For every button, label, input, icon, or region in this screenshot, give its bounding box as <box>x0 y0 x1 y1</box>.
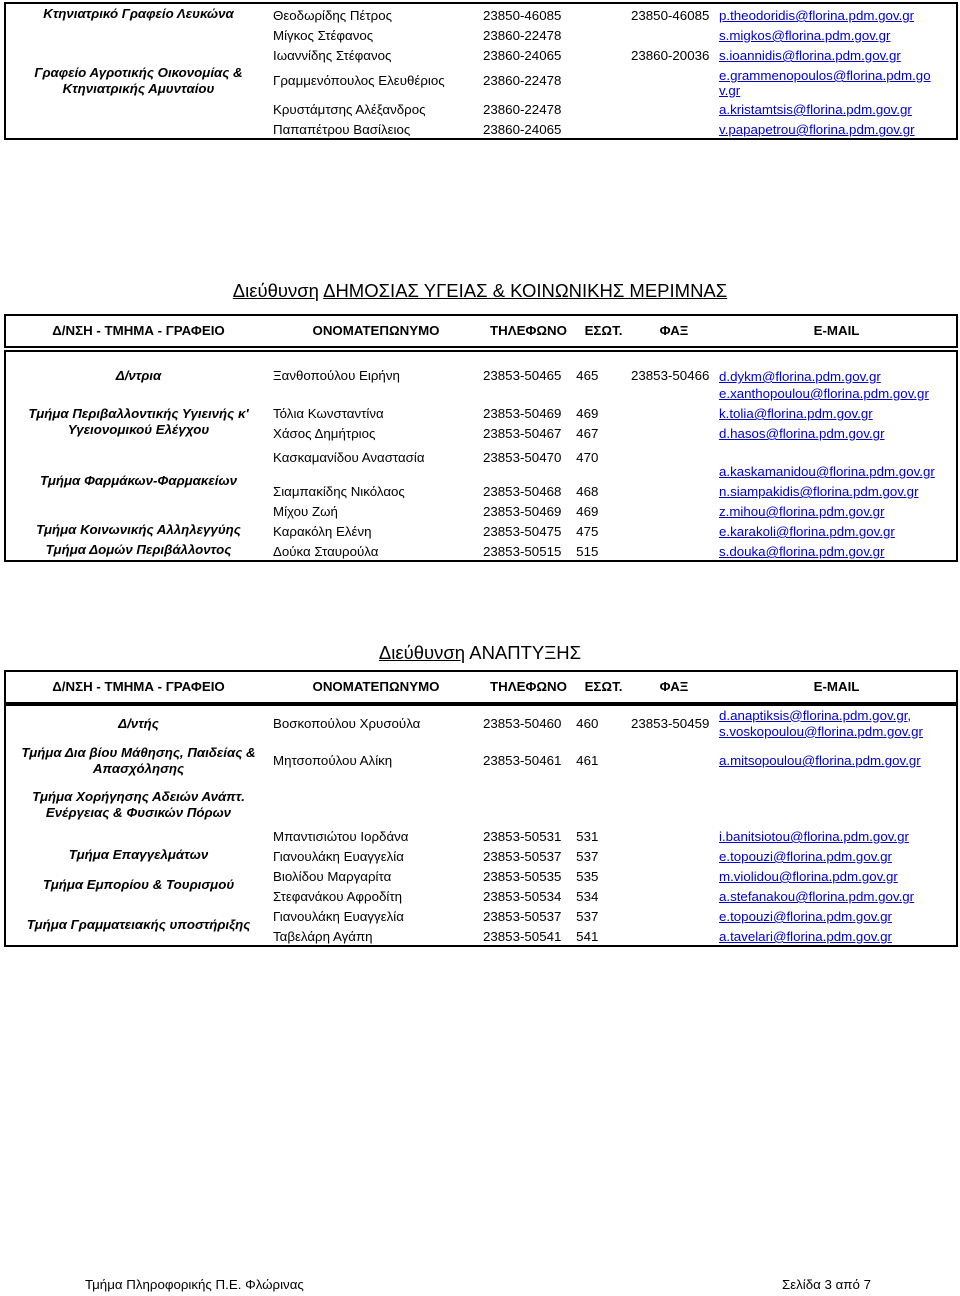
contact-fax <box>629 520 717 540</box>
col-header-fax: ΦΑΞ <box>659 679 689 694</box>
col-header-email: E-MAIL <box>813 323 860 338</box>
dept-kteniatriko-lefkona: Κτηνιατρικό Γραφείο Λευκώνα <box>43 6 234 21</box>
contact-name: Μητσοπούλου Αλίκη <box>273 753 393 768</box>
contact-phone <box>481 422 629 442</box>
contact-fax: 23850-46085 <box>631 8 710 23</box>
contact-email-link[interactable]: m.violidou@florina.pdm.gov.gr <box>719 869 898 884</box>
contact-name: Γιανουλάκη Ευαγγελία <box>273 849 404 864</box>
dept-lifelong-learning: Τμήμα Δια βίου Μάθησης, Παιδείας & Απασχόλησης <box>21 745 256 776</box>
contact-email-link[interactable]: s.douka@florina.pdm.gov.gr <box>719 544 885 559</box>
contact-phone <box>481 351 629 402</box>
contact-name: Γιανουλάκη Ευαγγελία <box>273 909 404 924</box>
email-line-1: e.grammenopoulos@florina.pdm.go <box>719 68 931 83</box>
phone-ext: 515 <box>576 544 599 559</box>
phone-ext: 469 <box>576 504 599 519</box>
contact-phone <box>481 442 629 480</box>
contact-fax <box>629 64 717 98</box>
email-line-1: d.anaptiksis@florina.pdm.gov.gr, <box>719 707 912 723</box>
phone-ext: 531 <box>576 829 599 844</box>
contact-name: Γραμμενόπουλος Ελευθέριος <box>273 73 445 88</box>
contact-fax <box>629 845 717 865</box>
email-line-1: d.dykm@florina.pdm.gov.gr <box>719 369 881 384</box>
contact-email-link[interactable]: i.banitsiotou@florina.pdm.gov.gr <box>719 829 909 844</box>
contact-name: Κρυστάμτσης Αλέξανδρος <box>273 102 426 117</box>
phone-ext: 461 <box>576 753 599 768</box>
col-header-phone: ΤΗΛΕΦΩΝΟ <box>490 679 567 694</box>
col-header-ext: ΕΣΩΤ. <box>584 679 623 694</box>
contact-phone: 23850-46085 <box>483 8 562 23</box>
phone-number: 23853-50470 <box>483 450 562 465</box>
contact-phone <box>481 885 629 905</box>
health-table <box>4 350 958 562</box>
footer-page-number: Σελίδα 3 από 7 <box>782 1277 871 1292</box>
contact-email-link[interactable]: e.topouzi@florina.pdm.gov.gr <box>719 909 892 924</box>
contact-phone <box>481 705 629 741</box>
phone-number: 23853-50537 <box>483 909 562 924</box>
phone-number: 23853-50531 <box>483 829 562 844</box>
col-header-name: ΟΝΟΜΑΤΕΠΩΝΥΜΟ <box>312 323 440 338</box>
phone-ext: 467 <box>576 426 599 441</box>
contact-fax <box>629 24 717 44</box>
contact-email-link[interactable]: a.kaskamanidou@florina.pdm.gov.gr <box>719 464 935 479</box>
phone-number: 23853-50535 <box>483 869 562 884</box>
phone-number: 23853-50468 <box>483 484 562 499</box>
contact-fax <box>629 402 717 422</box>
title-rest: ΑΝΑΠΤΥΞΗΣ <box>469 642 582 663</box>
phone-number: 23853-50465 <box>483 368 562 383</box>
contact-email-link[interactable]: e.topouzi@florina.pdm.gov.gr <box>719 849 892 864</box>
phone-number: 23853-50534 <box>483 889 562 904</box>
contact-email-link[interactable]: a.mitsopoulou@florina.pdm.gov.gr <box>719 753 921 768</box>
phone-ext: 465 <box>576 368 599 383</box>
phone-number: 23853-50475 <box>483 524 562 539</box>
phone-number: 23853-50541 <box>483 929 562 944</box>
footer-department: Τμήμα Πληροφορικής Π.Ε. Φλώρινας <box>85 1277 304 1292</box>
contact-fax <box>629 422 717 442</box>
title-rest: ΔΗΜΟΣΙΑΣ ΥΓΕΙΑΣ & ΚΟΙΝΩΝΙΚΗΣ ΜΕΡΙΜΝΑΣ <box>323 280 728 301</box>
email-line-2: s.voskopoulou@florina.pdm.gov.gr <box>719 723 923 739</box>
contact-phone <box>481 480 629 500</box>
contact-fax <box>629 540 717 561</box>
contact-email-link[interactable]: s.migkos@florina.pdm.gov.gr <box>719 28 891 43</box>
contact-email-link[interactable]: p.theodoridis@florina.pdm.gov.gr <box>719 8 915 23</box>
contact-name: Κασκαμανίδου Αναστασία <box>273 450 425 465</box>
contact-phone: 23860-22478 <box>483 102 562 117</box>
dept-agrotikis-amyntaiou: Γραφείο Αγροτικής Οικονομίας & Κτηνιατρικής Αμυνταίου <box>34 65 243 96</box>
dev-header-row <box>4 670 958 704</box>
phone-number: 23853-50515 <box>483 544 562 559</box>
contact-name: Ξανθοπούλου Ειρήνη <box>273 368 400 383</box>
contact-fax <box>629 98 717 118</box>
email-line-2: e.xanthopoulou@florina.pdm.gov.gr <box>719 386 929 401</box>
phone-number: 23853-50460 <box>483 715 562 731</box>
section-title-health <box>0 280 960 302</box>
contact-fax <box>629 480 717 500</box>
contact-email-link[interactable]: k.tolia@florina.pdm.gov.gr <box>719 406 873 421</box>
dept-social-solidarity: Τμήμα Κοινωνικής Αλληλεγγύης <box>36 522 241 537</box>
phone-ext: 475 <box>576 524 599 539</box>
contact-name: Παπαπέτρου Βασίλειος <box>273 122 411 137</box>
title-prefix: Διεύθυνση <box>378 642 466 663</box>
phone-ext: 460 <box>576 715 599 731</box>
contact-email-link[interactable] <box>717 705 957 741</box>
contact-fax <box>629 925 717 946</box>
contact-name: Μίχου Ζωή <box>273 504 338 519</box>
contact-name: Μπαντισιώτου Ιορδάνα <box>273 829 409 844</box>
contact-fax: 23853-50466 <box>631 368 710 383</box>
phone-ext: 469 <box>576 406 599 421</box>
contact-fax: 23853-50459 <box>631 715 710 731</box>
contact-phone <box>481 905 629 925</box>
phone-number: 23853-50537 <box>483 849 562 864</box>
contact-email-link[interactable]: a.stefanakou@florina.pdm.gov.gr <box>719 889 915 904</box>
phone-ext: 537 <box>576 849 599 864</box>
top-table <box>4 2 958 140</box>
contact-phone <box>481 500 629 520</box>
contact-phone: 23860-24065 <box>483 48 562 63</box>
phone-ext: 470 <box>576 450 599 465</box>
health-header-row <box>4 314 958 348</box>
col-header-email: E-MAIL <box>813 679 860 694</box>
contact-fax <box>629 905 717 925</box>
contact-phone <box>481 865 629 885</box>
dept-env-structures: Τμήμα Δομών Περιβάλλοντος <box>45 542 232 557</box>
contact-email-link[interactable]: e.karakoli@florina.pdm.gov.gr <box>719 524 895 539</box>
col-header-phone: ΤΗΛΕΦΩΝΟ <box>490 323 567 338</box>
col-header-dept: Δ/ΝΣΗ - ΤΜΗΜΑ - ΓΡΑΦΕΙΟ <box>52 323 225 338</box>
contact-name: Σιαμπακίδης Νικόλαος <box>273 484 405 499</box>
contact-name: Θεοδωρίδης Πέτρος <box>273 8 393 23</box>
contact-name: Δούκα Σταυρούλα <box>273 544 379 559</box>
contact-phone <box>481 845 629 865</box>
contact-name: Βιολίδου Μαργαρίτα <box>273 869 392 884</box>
contact-fax <box>629 500 717 520</box>
contact-email-link[interactable]: d.hasos@florina.pdm.gov.gr <box>719 426 885 441</box>
contact-name: Ιωαννίδης Στέφανος <box>273 48 392 63</box>
contact-phone: 23860-24065 <box>483 122 562 137</box>
dept-director-f: Δ/ντρια <box>115 368 162 383</box>
contact-fax: 23860-20036 <box>631 48 710 63</box>
contact-email-link[interactable]: v.papapetrou@florina.pdm.gov.gr <box>719 122 915 137</box>
dept-professions: Τμήμα Επαγγελμάτων <box>68 847 209 862</box>
contact-fax <box>629 118 717 139</box>
contact-fax <box>629 781 717 845</box>
dept-trade-tourism: Τμήμα Εμπορίου & Τουρισμού <box>42 877 235 892</box>
contact-name: Καρακόλη Ελένη <box>273 524 372 539</box>
contact-fax <box>629 741 717 781</box>
contact-name: Μίγκος Στέφανος <box>273 28 374 43</box>
phone-number: 23853-50469 <box>483 504 562 519</box>
col-header-dept: Δ/ΝΣΗ - ΤΜΗΜΑ - ΓΡΑΦΕΙΟ <box>52 679 225 694</box>
dept-env-hygiene: Τμήμα Περιβαλλοντικής Υγιεινής κ' Υγειονομικού Ελέγχου <box>28 406 249 437</box>
phone-ext: 468 <box>576 484 599 499</box>
title-prefix: Διεύθυνση <box>232 280 319 301</box>
contact-fax <box>629 865 717 885</box>
contact-name: Στεφανάκου Αφροδίτη <box>273 889 402 904</box>
contact-phone <box>481 741 629 781</box>
phone-number: 23853-50467 <box>483 426 562 441</box>
contact-phone <box>481 520 629 540</box>
contact-email-link[interactable] <box>717 351 957 402</box>
contact-name: Τόλια Κωνσταντίνα <box>273 406 384 421</box>
contact-fax <box>629 442 717 480</box>
contact-email-link[interactable]: a.kristamtsis@florina.pdm.gov.gr <box>719 102 912 117</box>
contact-phone: 23860-22478 <box>483 73 562 88</box>
dept-pharmacies: Τμήμα Φαρμάκων-Φαρμακείων <box>40 473 237 488</box>
contact-phone <box>481 781 629 845</box>
phone-ext: 537 <box>576 909 599 924</box>
contact-name: Βοσκοπούλου Χρυσούλα <box>273 715 421 731</box>
contact-email-link[interactable]: s.ioannidis@florina.pdm.gov.gr <box>719 48 901 63</box>
phone-ext: 534 <box>576 889 599 904</box>
dev-table <box>4 704 958 947</box>
col-header-fax: ΦΑΞ <box>659 323 689 338</box>
email-line-2: v.gr <box>719 83 741 98</box>
contact-phone: 23860-22478 <box>483 28 562 43</box>
col-header-ext: ΕΣΩΤ. <box>584 323 623 338</box>
contact-phone <box>481 402 629 422</box>
phone-ext: 541 <box>576 929 599 944</box>
dept-energy-licensing: Τμήμα Χορήγησης Αδειών Ανάπτ. Ενέργειας & Φυσικών Πόρων <box>32 789 245 820</box>
contact-name: Χάσος Δημήτριος <box>273 426 376 441</box>
dept-secretarial-support: Τμήμα Γραμματειακής υποστήριξης <box>26 917 251 932</box>
col-header-name: ΟΝΟΜΑΤΕΠΩΝΥΜΟ <box>312 679 440 694</box>
contact-email-link[interactable]: z.mihou@florina.pdm.gov.gr <box>719 504 885 519</box>
phone-number: 23853-50461 <box>483 753 562 768</box>
contact-fax <box>629 885 717 905</box>
dept-director-m: Δ/ντής <box>118 715 159 731</box>
contact-email-link[interactable]: a.tavelari@florina.pdm.gov.gr <box>719 929 892 944</box>
phone-number: 23853-50469 <box>483 406 562 421</box>
contact-phone <box>481 925 629 946</box>
contact-email-link[interactable]: n.siampakidis@florina.pdm.gov.gr <box>719 484 919 499</box>
phone-ext: 535 <box>576 869 599 884</box>
contact-phone <box>481 540 629 561</box>
section-title-development <box>0 642 960 664</box>
contact-email-link[interactable] <box>717 64 957 98</box>
contact-name: Ταβελάρη Αγάπη <box>273 929 373 944</box>
